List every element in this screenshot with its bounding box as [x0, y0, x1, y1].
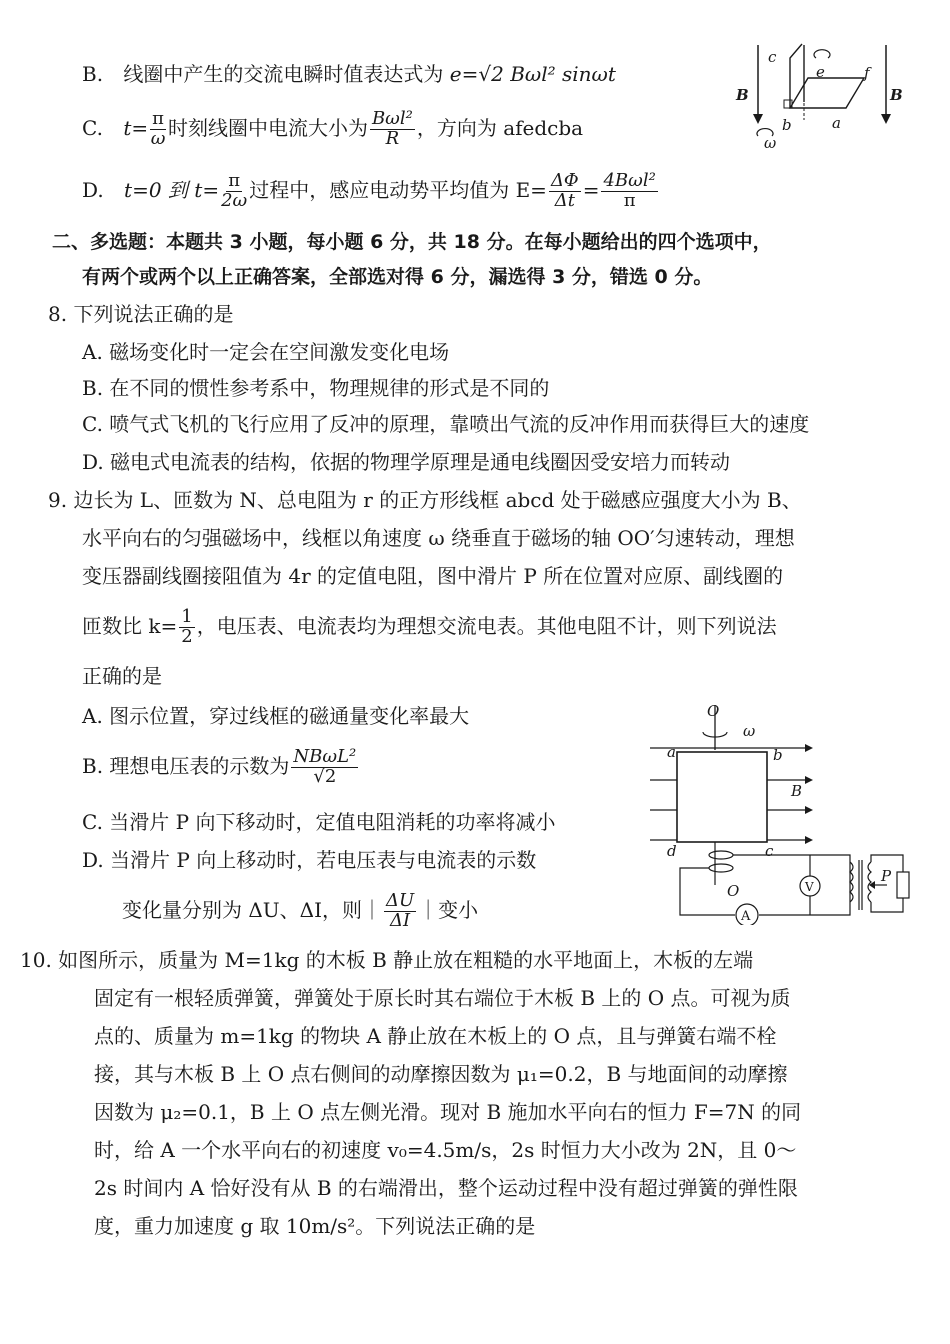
numerator: NBωL²: [293, 746, 357, 768]
square-frame-abcd: [677, 752, 767, 842]
section-header-line2: 有两个或两个以上正确答案，全部选对得 6 分，漏选得 3 分，错选 0 分。: [82, 266, 713, 288]
stem-text: 匝数比 k=: [82, 614, 178, 638]
rotation-arc-top: [814, 50, 830, 58]
field-arrowheads: [805, 744, 813, 844]
q10-stem-line6: 时，给 A 一个水平向右的初速度 v₀=4.5m/s，2s 时恒力大小改为 2N，且 0～: [94, 1138, 797, 1162]
q9-option-b: [82, 746, 360, 787]
label-a: a: [832, 114, 841, 132]
q10-stem-line1: 10. 如图所示，质量为 M=1kg 的木板 B 静止放在粗糙的水平地面上，木板的左端: [20, 948, 754, 972]
q8-stem: 8. 下列说法正确的是: [48, 302, 234, 326]
q10-stem-line2: 固定有一根轻质弹簧，弹簧处于原长时其右端位于木板 B 上的 O 点。可视为质: [94, 986, 791, 1010]
option-text: ，方向为 afedcba: [416, 116, 584, 140]
q8-option-c: C. 喷气式飞机的飞行应用了反冲的原理，靠喷出气流的反冲作用而获得巨大的速度: [82, 412, 810, 436]
fraction: [601, 172, 657, 211]
numerator: 1: [181, 606, 193, 628]
fixed-resistor: [897, 872, 909, 898]
label-f: f: [864, 64, 870, 82]
equals: =: [582, 178, 600, 202]
denominator: 2ω: [221, 190, 248, 211]
q10-stem-line7: 2s 时间内 A 恰好没有从 B 的右端滑出，整个运动过程中没有超过弹簧的弹性限: [94, 1176, 798, 1200]
label-c: c: [768, 48, 777, 66]
option-text: 线圈中产生的交流电瞬时值表达式为: [123, 62, 444, 86]
q9-option-d-line1: D. 当滑片 P 向上移动时，若电压表与电流表的示数: [82, 848, 537, 872]
q10-stem-line5: 因数为 μ₂=0.1，B 上 O 点左侧光滑。现对 B 施加水平向右的恒力 F=7N 的同: [94, 1100, 802, 1124]
q9-option-d-line2: [122, 890, 478, 931]
generator-transformer-figure: [645, 700, 915, 925]
denominator: 2: [181, 626, 193, 647]
slip-ring: [709, 864, 733, 872]
slip-ring: [709, 851, 733, 859]
q9-stem-line5: 正确的是: [82, 664, 162, 688]
ammeter-label: A: [741, 909, 751, 924]
label-b: b: [773, 746, 783, 764]
numerator: ΔΦ: [550, 170, 579, 192]
label-b: b: [782, 116, 792, 134]
q10-stem-line4: 接，其与木板 B 上 O 点右侧间的动摩擦因数为 μ₁=0.2，B 与地面间的动摩擦: [94, 1062, 788, 1086]
fraction: [179, 608, 194, 647]
option-text: B. 理想电压表的示数为: [82, 754, 290, 778]
label-omega: ω: [743, 722, 756, 740]
denominator: Δt: [554, 190, 575, 211]
fraction: [291, 748, 358, 787]
numerator: π: [228, 170, 241, 192]
label-d: d: [667, 842, 677, 860]
secondary-wire: [871, 898, 903, 912]
option-label: D.: [82, 178, 104, 202]
formula: t=0 到 t=: [124, 178, 220, 202]
secondary-coil: [868, 862, 871, 902]
label-e: e: [816, 63, 825, 81]
q9-stem-line4: [82, 606, 777, 647]
q10-stem-line8: 度，重力加速度 g 取 10m/s²。下列说法正确的是: [94, 1214, 536, 1238]
label-o-bottom: O: [727, 882, 740, 900]
q8-option-d: D. 磁电式电流表的结构，依据的物理学原理是通电线圈因受安培力而转动: [82, 450, 731, 474]
denominator: π: [623, 190, 636, 211]
label-o-top: O: [707, 702, 720, 720]
label-omega: ω: [764, 134, 777, 152]
q9-option-a: A. 图示位置，穿过线框的磁通量变化率最大: [82, 704, 470, 728]
q7-option-d: [82, 170, 660, 211]
option-text: 时刻线圈中电流大小为: [167, 116, 368, 140]
option-label: B.: [82, 62, 104, 86]
label-c: c: [765, 842, 774, 860]
numerator: Bωl²: [371, 108, 413, 130]
label-field-b: B: [791, 782, 803, 800]
label-field-left: B: [736, 86, 749, 104]
q9-option-c: C. 当滑片 P 向下移动时，定值电阻消耗的功率将减小: [82, 810, 556, 834]
label-field-right: B: [890, 86, 903, 104]
fraction: [384, 892, 416, 931]
q9-stem-line3: 变压器副线圈接阻值为 4r 的定值电阻，图中滑片 P 所在位置对应原、副线圈的: [82, 564, 784, 588]
stem-text: ，电压表、电流表均为理想交流电表。其他电阻不计，则下列说法: [196, 614, 777, 638]
option-label: C.: [82, 116, 103, 140]
label-a: a: [667, 743, 676, 761]
q9-stem-line2: 水平向右的匀强磁场中，线框以角速度 ω 绕垂直于磁场的轴 OO′匀速转动，理想: [82, 526, 795, 550]
denominator: √2: [313, 766, 337, 787]
q8-option-b: B. 在不同的惯性参考系中，物理规律的形式是不同的: [82, 376, 550, 400]
fraction: [549, 172, 581, 211]
fraction: [150, 110, 166, 149]
coil-in-field-figure: [728, 40, 918, 155]
section-header-line1: 二、多选题：本题共 3 小题，每小题 6 分，共 18 分。在每小题给出的四个选项中，: [52, 231, 772, 253]
option-text: 变化量分别为 ΔU、ΔI，则｜: [122, 898, 382, 922]
voltmeter-label: V: [805, 880, 814, 894]
numerator: ΔU: [386, 890, 415, 912]
numerator: π: [152, 108, 164, 130]
q10-stem-line3: 点的、质量为 m=1kg 的物块 A 静止放在木板上的 O 点，且与弹簧右端不栓: [94, 1024, 777, 1048]
fraction: [370, 110, 415, 149]
option-formula: e=√2 Bωl² sinωt: [449, 62, 616, 86]
label-p: P: [881, 867, 892, 885]
arrow-head: [753, 114, 763, 124]
option-text: ｜变小: [418, 898, 479, 922]
formula: t=: [123, 116, 149, 140]
q7-option-c: [82, 108, 583, 149]
fraction: [221, 172, 247, 211]
numerator: 4Bωl²: [603, 170, 656, 192]
q8-option-a: A. 磁场变化时一定会在空间激发变化电场: [82, 340, 450, 364]
coil-bottom: [790, 78, 864, 108]
denominator: R: [385, 128, 400, 149]
denominator: ΔI: [390, 910, 411, 931]
arrow-head: [881, 114, 891, 124]
q9-stem-line1: 9. 边长为 L、匝数为 N、总电阻为 r 的正方形线框 abcd 处于磁感应强度大小为 B、: [48, 488, 802, 512]
option-text: 过程中，感应电动势平均值为 E=: [249, 178, 547, 202]
denominator: ω: [150, 128, 166, 149]
q7-option-b: [82, 60, 616, 88]
